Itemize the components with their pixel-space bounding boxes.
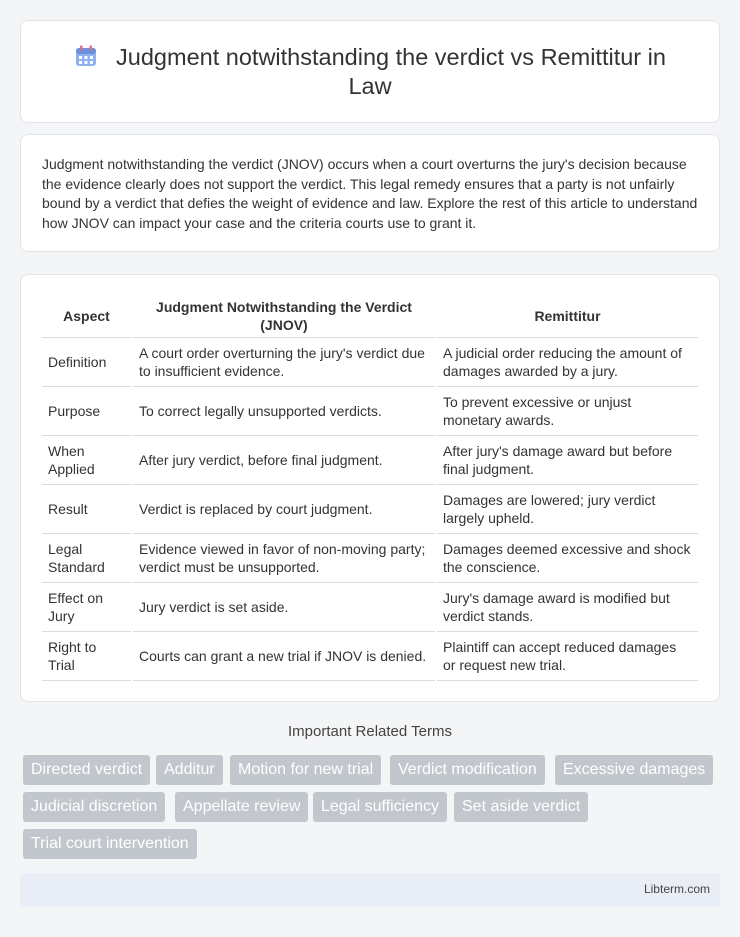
title-card: [20, 20, 720, 123]
table-header-row: [42, 295, 698, 338]
related-tag[interactable]: Motion for new trial: [230, 755, 381, 785]
row-aspect: Effect on Jury: [42, 583, 132, 632]
related-terms-title: Important Related Terms: [288, 723, 452, 740]
row-remittitur: Jury's damage award is modified but verdict stands.: [436, 583, 698, 632]
footer-site-link[interactable]: Libterm.com: [643, 882, 710, 896]
row-remittitur: After jury's damage award but before final judgment.: [436, 436, 698, 485]
intro-paragraph: Judgment notwithstanding the verdict (JNOV) occurs when a court overturns the jury's decision because the evidence clearly does not support the verdict. This legal remedy ensures that a party is not unfairly bound by a verdict that defies the weight of evidence and law. Explore the rest of this article to understand how JNOV can impact your case and the criteria courts use to grant it.: [42, 156, 698, 231]
row-aspect: Legal Standard: [42, 534, 132, 583]
table-row: [42, 632, 698, 681]
row-jnov: To correct legally unsupported verdicts.: [132, 387, 436, 436]
row-remittitur: To prevent excessive or unjust monetary awards.: [436, 387, 698, 436]
calendar-icon: [74, 44, 98, 68]
comparison-table: [42, 295, 698, 681]
row-aspect: Definition: [42, 338, 132, 387]
page-title-wrap: [61, 43, 679, 101]
related-tag[interactable]: Verdict modification: [390, 755, 545, 785]
row-jnov: Jury verdict is set aside.: [132, 583, 436, 632]
header-jnov: Judgment Notwithstanding the Verdict (JNOV): [132, 295, 436, 338]
related-tag[interactable]: Judicial discretion: [23, 792, 165, 822]
table-row: [42, 583, 698, 632]
table-row: [42, 436, 698, 485]
table-row: [42, 338, 698, 387]
row-remittitur: Damages are lowered; jury verdict largely upheld.: [436, 485, 698, 534]
row-jnov: Courts can grant a new trial if JNOV is denied.: [132, 632, 436, 681]
table-row: [42, 387, 698, 436]
row-remittitur: Damages deemed excessive and shock the conscience.: [436, 534, 698, 583]
row-aspect: Right to Trial: [42, 632, 132, 681]
intro-card: [20, 134, 720, 252]
page-title: Judgment notwithstanding the verdict vs Remittitur in Law: [116, 44, 666, 99]
row-aspect: Purpose: [42, 387, 132, 436]
table-row: [42, 534, 698, 583]
related-tag[interactable]: Directed verdict: [23, 755, 150, 785]
table-row: [42, 485, 698, 534]
related-tag[interactable]: Additur: [156, 755, 223, 785]
footer-bar: [20, 873, 720, 907]
row-jnov: Evidence viewed in favor of non-moving party; verdict must be unsupported.: [132, 534, 436, 583]
row-jnov: A court order overturning the jury's verdict due to insufficient evidence.: [132, 338, 436, 387]
row-aspect: When Applied: [42, 436, 132, 485]
header-remittitur: Remittitur: [436, 295, 698, 338]
comparison-table-card: [20, 274, 720, 702]
related-tag[interactable]: Set aside verdict: [454, 792, 588, 822]
row-remittitur: Plaintiff can accept reduced damages or request new trial.: [436, 632, 698, 681]
related-tag[interactable]: Legal sufficiency: [313, 792, 447, 822]
related-tag[interactable]: Appellate review: [175, 792, 308, 822]
header-aspect: Aspect: [42, 295, 132, 338]
related-tag[interactable]: Trial court intervention: [23, 829, 197, 859]
row-remittitur: A judicial order reducing the amount of damages awarded by a jury.: [436, 338, 698, 387]
row-aspect: Result: [42, 485, 132, 534]
related-tag[interactable]: Excessive damages: [555, 755, 713, 785]
row-jnov: After jury verdict, before final judgment.: [132, 436, 436, 485]
row-jnov: Verdict is replaced by court judgment.: [132, 485, 436, 534]
